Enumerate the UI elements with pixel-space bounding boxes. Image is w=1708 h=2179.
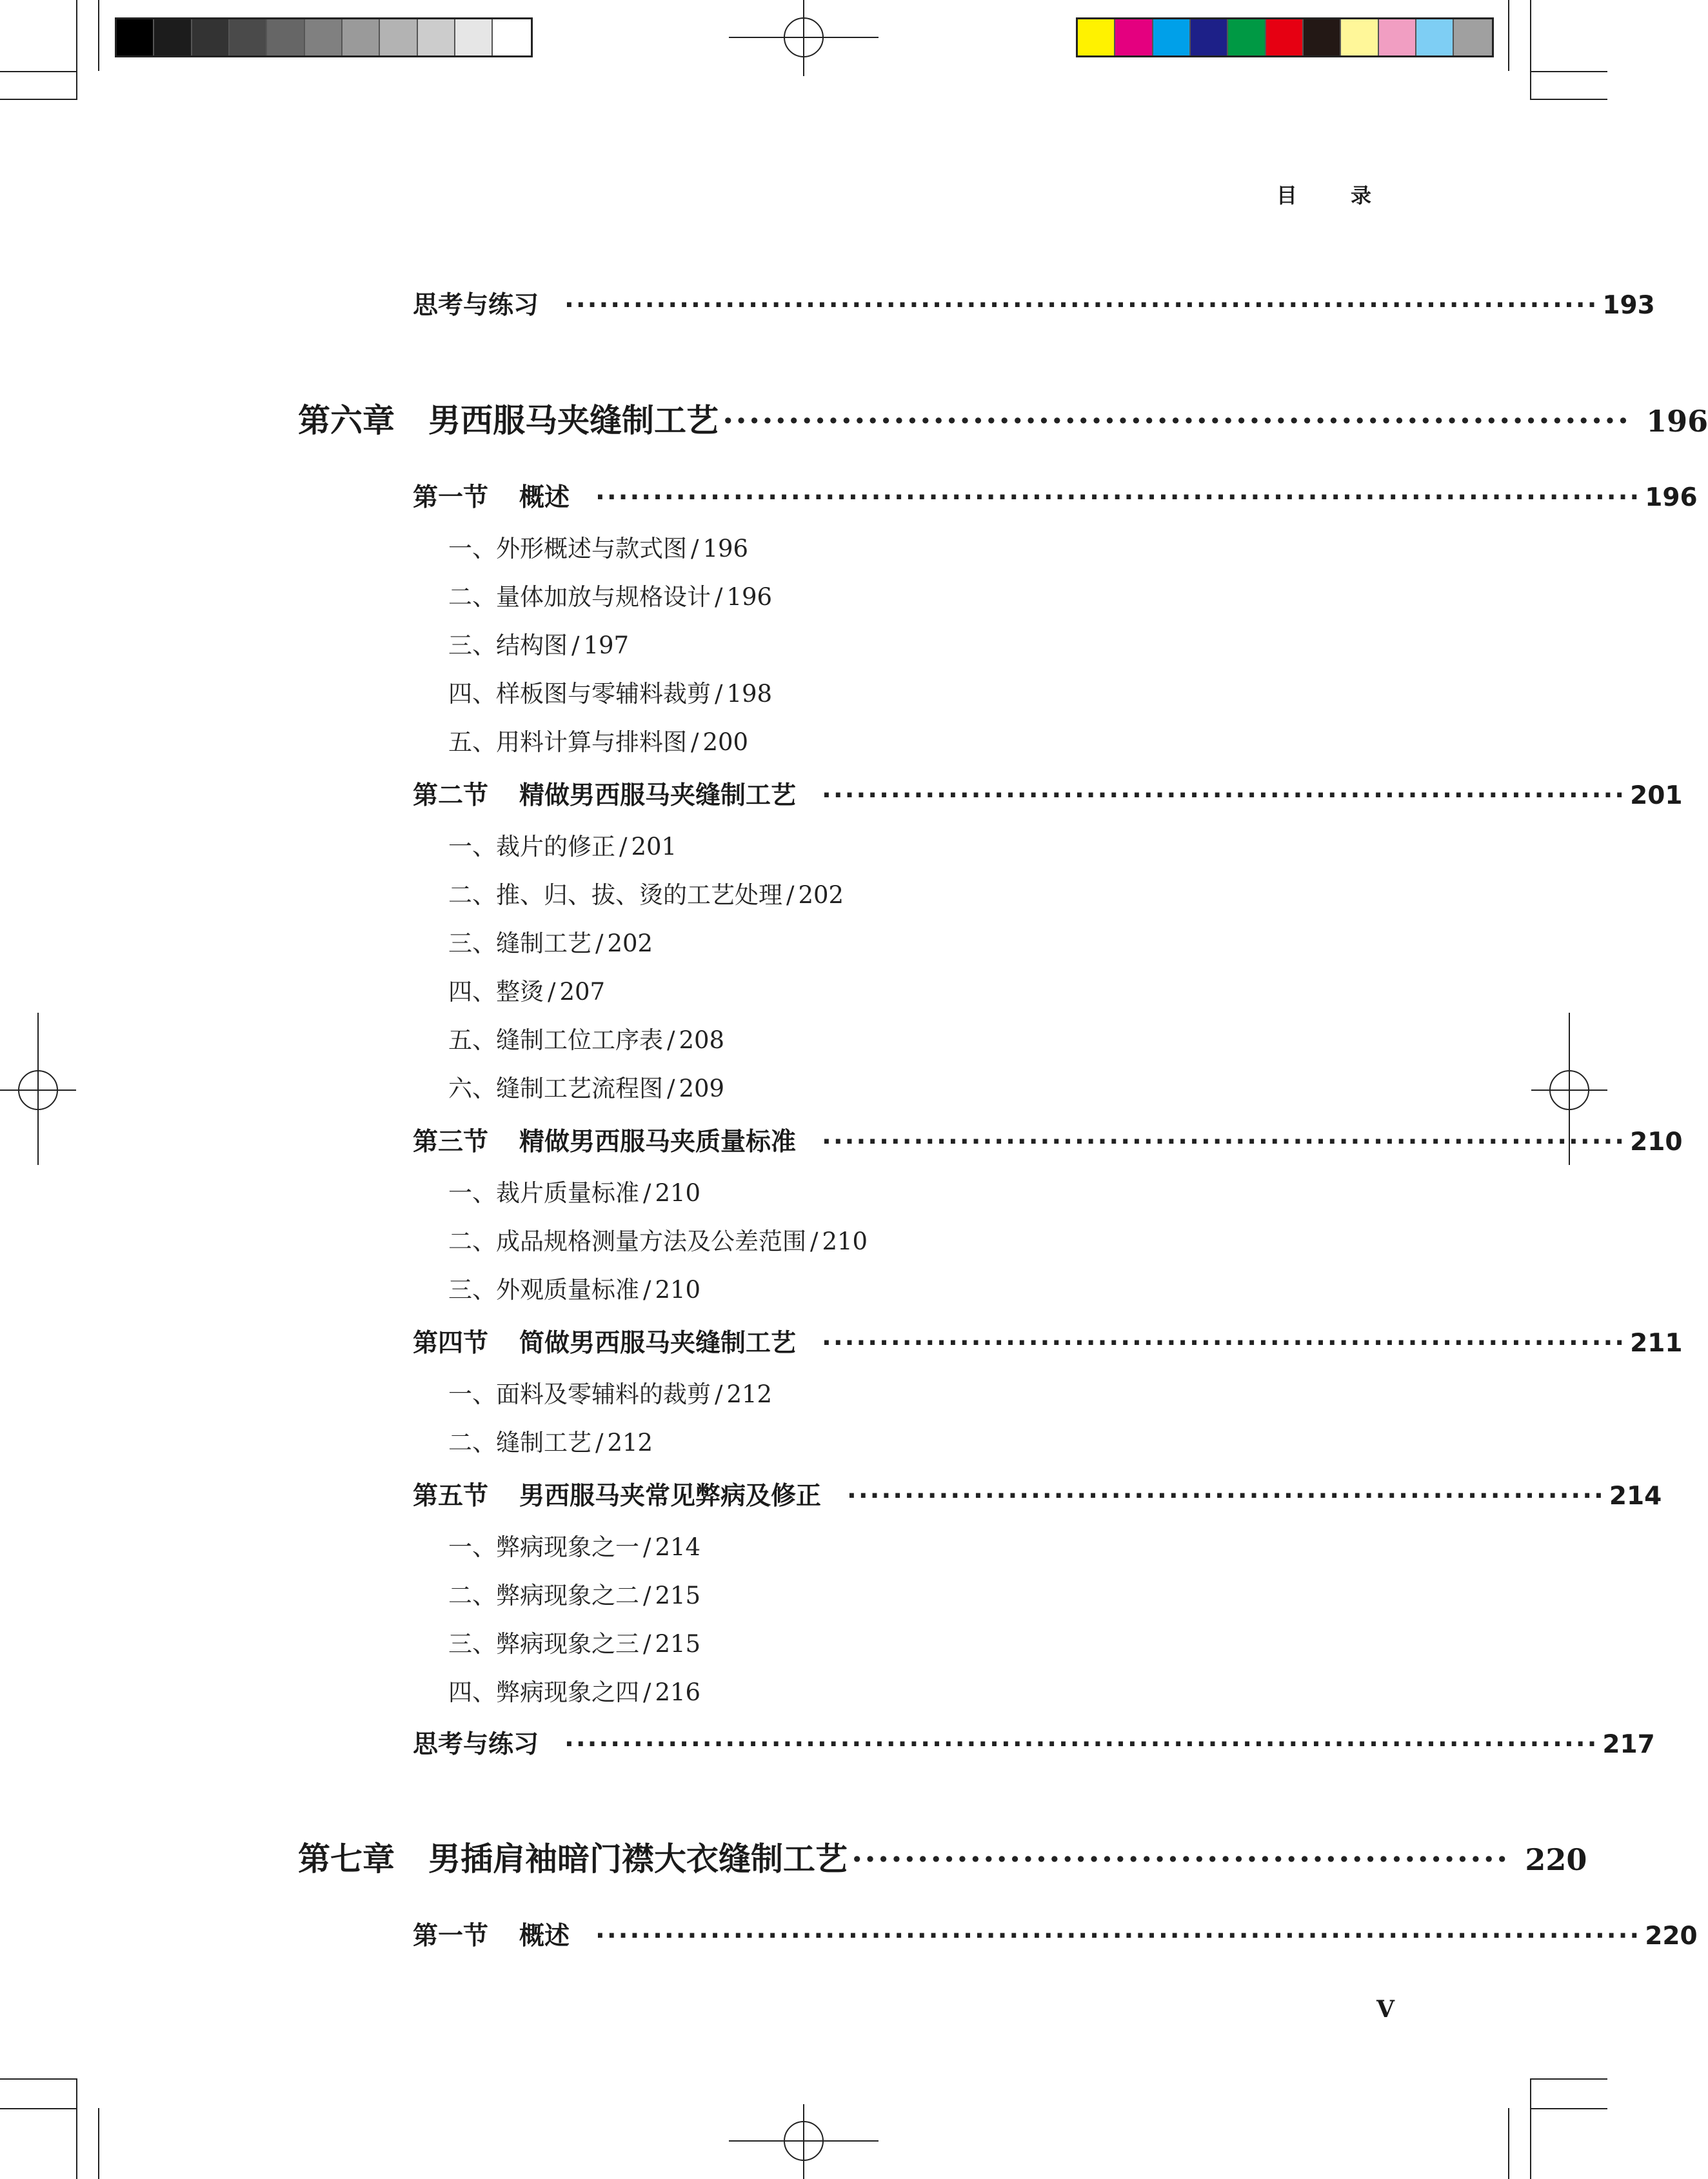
toc-item[interactable] [448, 1527, 700, 1562]
toc-item-separator: / [643, 1179, 651, 1207]
toc-item-title: 三、弊病现象之三 [448, 1630, 639, 1658]
toc-item-separator: / [786, 881, 795, 909]
grayscale-calibration-bar [115, 17, 533, 57]
toc-item-page: 215 [655, 1582, 701, 1609]
color-calibration-bar [1076, 17, 1494, 57]
toc-item-title: 四、弊病现象之四 [448, 1678, 639, 1706]
toc-item-page: 212 [726, 1380, 773, 1408]
toc-page-number: 217 [1602, 1730, 1655, 1759]
toc-item-title: 一、面料及零辅料的裁剪 [448, 1380, 711, 1408]
color-swatch [1416, 19, 1454, 55]
section-number: 第三节 [413, 1128, 489, 1157]
toc-item-title: 四、整烫 [448, 978, 544, 1006]
toc-item[interactable] [448, 626, 629, 661]
toc-leader-dots: ······································································ [822, 1329, 1627, 1358]
toc-item[interactable] [448, 577, 772, 612]
toc-item-title: 五、缝制工位工序表 [448, 1026, 663, 1054]
toc-item-separator: / [595, 930, 604, 957]
toc-leader-dots: ······································································ [822, 781, 1627, 810]
toc-item-page: 207 [559, 978, 606, 1006]
toc-item-page: 212 [607, 1429, 653, 1457]
toc-item-separator: / [667, 1026, 675, 1054]
color-swatch [1191, 19, 1228, 55]
toc-item-title: 五、用料计算与排料图 [448, 728, 687, 756]
section-number: 第四节 [413, 1329, 489, 1358]
toc-leader-dots: ··························································································· [595, 483, 1642, 512]
toc-item[interactable] [448, 1222, 868, 1257]
section-number: 第一节 [413, 483, 489, 512]
toc-item-page: 201 [631, 833, 677, 861]
toc-item[interactable] [448, 1624, 700, 1659]
chapter-title: 男插肩袖暗门襟大衣缝制工艺 [428, 1840, 848, 1878]
toc-item-separator: / [643, 1276, 651, 1304]
toc-item-separator: / [643, 1582, 651, 1609]
toc-item-page: 209 [679, 1075, 725, 1102]
gray-swatch [154, 19, 192, 55]
toc-item[interactable] [448, 674, 772, 709]
toc-section-6-4[interactable] [0, 1323, 1683, 1359]
toc-item-page: 197 [583, 632, 630, 659]
toc-item-page: 216 [655, 1678, 701, 1706]
toc-page-number: 220 [1525, 1842, 1587, 1877]
toc-item-title: 二、推、归、拔、烫的工艺处理 [448, 881, 782, 909]
section-number: 第一节 [413, 1922, 489, 1951]
toc-item[interactable] [448, 1173, 700, 1208]
toc-leader-dots: ······································································ [822, 1128, 1627, 1157]
toc-item[interactable] [448, 875, 844, 910]
toc-item-separator: / [715, 1380, 723, 1408]
chapter-number: 第六章 [298, 401, 395, 439]
toc-page-number: 214 [1609, 1482, 1662, 1511]
color-swatch [1078, 19, 1115, 55]
chapter-number: 第七章 [298, 1840, 395, 1878]
toc-item-separator: / [667, 1075, 675, 1102]
section-number: 第二节 [413, 781, 489, 810]
toc-item-separator: / [571, 632, 580, 659]
toc-section-6-2[interactable] [0, 775, 1683, 811]
toc-page-number: 196 [1645, 483, 1698, 512]
toc-leader-dots: ·································································· [847, 1482, 1605, 1511]
toc-item-title: 四、样板图与零辅料裁剪 [448, 680, 711, 708]
toc-item-title: 三、外观质量标准 [448, 1276, 639, 1304]
toc-item[interactable] [448, 827, 677, 862]
toc-item-page: 214 [655, 1533, 701, 1561]
toc-item-page: 196 [702, 535, 749, 562]
toc-item-title: 一、裁片质量标准 [448, 1179, 639, 1207]
section-title: 男西服马夹常见弊病及修正 [519, 1482, 822, 1511]
toc-item-page: 202 [607, 930, 653, 957]
gray-swatch [267, 19, 304, 55]
toc-page-number: 210 [1630, 1128, 1683, 1157]
gray-swatch [380, 19, 417, 55]
section-title: 概述 [519, 1922, 570, 1951]
toc-item-title: 二、缝制工艺 [448, 1429, 591, 1457]
toc-item-separator: / [548, 978, 556, 1006]
toc-item-title: 一、弊病现象之一 [448, 1533, 639, 1561]
toc-section-7-1[interactable] [0, 1916, 1698, 1952]
toc-item[interactable] [448, 1270, 700, 1305]
toc-item[interactable] [448, 1020, 724, 1055]
toc-item-page: 210 [655, 1179, 701, 1207]
toc-item-title: 一、裁片的修正 [448, 833, 615, 861]
toc-page-number: 201 [1630, 781, 1683, 810]
color-swatch [1304, 19, 1341, 55]
section-number: 第五节 [413, 1482, 489, 1511]
color-swatch [1228, 19, 1266, 55]
toc-item[interactable] [448, 1673, 700, 1707]
gray-swatch [192, 19, 230, 55]
toc-item-page: 210 [655, 1276, 701, 1304]
running-header: 目 录 [1276, 183, 1395, 208]
toc-page-number: 220 [1645, 1922, 1698, 1951]
toc-item-separator: / [643, 1533, 651, 1561]
toc-section-6-1[interactable] [0, 477, 1698, 513]
gray-swatch [343, 19, 380, 55]
toc-item-title: 二、量体加放与规格设计 [448, 583, 711, 611]
color-swatch [1341, 19, 1378, 55]
toc-item-title: 一、外形概述与款式图 [448, 535, 687, 562]
toc-item-title: 六、缝制工艺流程图 [448, 1075, 663, 1102]
toc-leader-dots: ··························································································· [595, 1922, 1642, 1951]
toc-item-page: 215 [655, 1630, 701, 1658]
toc-item-separator: / [715, 583, 723, 611]
gray-swatch [117, 19, 154, 55]
toc-leader-dots: ·························································································· [564, 291, 1599, 320]
toc-chapter-6[interactable] [0, 395, 1708, 441]
toc-item[interactable] [448, 924, 653, 959]
toc-section-6-3[interactable] [0, 1122, 1683, 1158]
toc-item-title: 二、弊病现象之二 [448, 1582, 639, 1609]
section-title: 概述 [519, 483, 570, 512]
toc-item-separator: / [643, 1630, 651, 1658]
toc-leader-dots: ·························································································· [564, 1730, 1599, 1759]
toc-entry-label: 思考与练习 [413, 1730, 539, 1759]
toc-item-separator: / [715, 680, 723, 708]
toc-item[interactable] [448, 1423, 653, 1458]
toc-item-page: 198 [726, 680, 773, 708]
gray-swatch [455, 19, 493, 55]
gray-swatch [418, 19, 455, 55]
section-title: 精做男西服马夹质量标准 [519, 1128, 797, 1157]
gray-swatch [305, 19, 343, 55]
toc-item-separator: / [691, 728, 699, 756]
toc-item-page: 208 [679, 1026, 725, 1054]
toc-item-page: 202 [798, 881, 844, 909]
toc-item-separator: / [691, 535, 699, 562]
section-title: 简做男西服马夹缝制工艺 [519, 1329, 797, 1358]
page-number: V [1376, 1996, 1395, 2023]
toc-item-separator: / [595, 1429, 604, 1457]
toc-item-separator: / [619, 833, 628, 861]
toc-item-page: 196 [726, 583, 773, 611]
gray-swatch [230, 19, 267, 55]
toc-item[interactable] [448, 529, 748, 564]
toc-item-title: 二、成品规格测量方法及公差范围 [448, 1228, 806, 1255]
toc-item[interactable] [448, 1069, 724, 1104]
color-swatch [1266, 19, 1304, 55]
toc-item-separator: / [643, 1678, 651, 1706]
toc-item[interactable] [448, 722, 748, 757]
toc-item-page: 200 [702, 728, 749, 756]
toc-leader-dots: ·················································· [851, 1840, 1510, 1878]
toc-section-6-5[interactable] [0, 1476, 1662, 1512]
color-swatch [1153, 19, 1191, 55]
toc-item-title: 三、缝制工艺 [448, 930, 591, 957]
color-swatch [1115, 19, 1153, 55]
toc-page-number: 193 [1602, 291, 1655, 320]
toc-page-number: 196 [1646, 404, 1708, 439]
toc-entry-label: 思考与练习 [413, 291, 539, 320]
section-title: 精做男西服马夹缝制工艺 [519, 781, 797, 810]
toc-exercise-entry[interactable] [0, 1724, 1655, 1760]
toc-item-page: 210 [822, 1228, 868, 1255]
gray-swatch [493, 19, 530, 55]
color-swatch [1379, 19, 1416, 55]
toc-chapter-7[interactable] [0, 1833, 1607, 1880]
toc-page-number: 211 [1630, 1329, 1683, 1358]
toc-exercise-entry[interactable] [0, 285, 1655, 321]
toc-leader-dots: ····································································· [722, 401, 1631, 439]
toc-item[interactable] [448, 1375, 772, 1409]
toc-item-separator: / [810, 1228, 819, 1255]
color-swatch [1454, 19, 1491, 55]
toc-item[interactable] [448, 1576, 700, 1611]
toc-item-title: 三、结构图 [448, 632, 568, 659]
toc-item[interactable] [448, 972, 605, 1007]
chapter-title: 男西服马夹缝制工艺 [428, 401, 719, 439]
